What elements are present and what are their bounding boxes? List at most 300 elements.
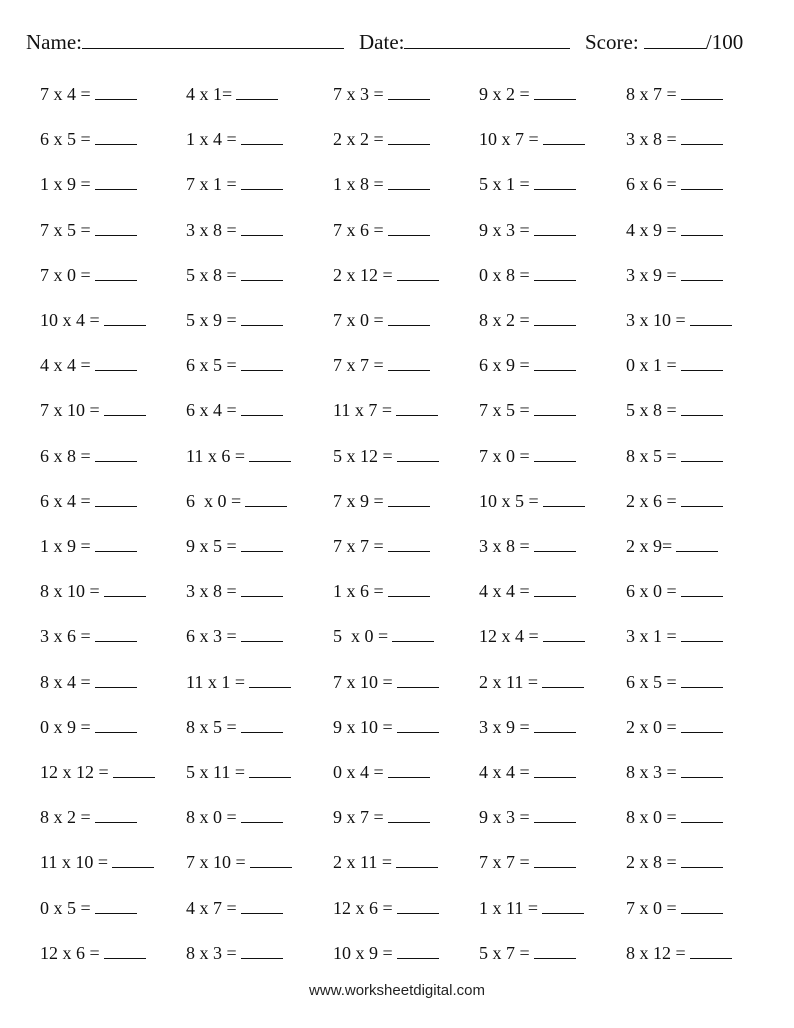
- answer-blank[interactable]: [95, 266, 137, 281]
- problem-item: [626, 625, 723, 647]
- answer-blank[interactable]: [392, 627, 434, 642]
- problem-text: 5 x 9 =: [186, 310, 237, 330]
- problem-item: [40, 806, 137, 828]
- problem-text: 7 x 3 =: [333, 84, 384, 104]
- answer-blank[interactable]: [543, 627, 585, 642]
- problem-item: [626, 580, 723, 602]
- problem-item: [626, 128, 723, 150]
- problem-item: [40, 851, 154, 873]
- name-label: Name:: [26, 30, 82, 54]
- problem-text: 5 x 1 =: [479, 174, 530, 195]
- answer-blank[interactable]: [388, 85, 430, 100]
- problem-text: 7 x 10 =: [333, 671, 393, 692]
- answer-blank[interactable]: [241, 537, 283, 552]
- problem-item: [626, 942, 732, 964]
- problem-text: 8 x 3 =: [186, 942, 237, 963]
- answer-blank[interactable]: [250, 853, 292, 868]
- problem-text: 2 x 11 =: [333, 852, 392, 873]
- answer-blank[interactable]: [534, 401, 576, 416]
- problem-text: 1 x 4 =: [186, 129, 237, 150]
- answer-blank[interactable]: [241, 401, 283, 416]
- answer-blank[interactable]: [534, 266, 576, 281]
- problem-item: [626, 897, 723, 919]
- answer-blank[interactable]: [397, 718, 439, 733]
- problem-item: [479, 309, 576, 331]
- problem-text: 7 x 7 =: [333, 536, 384, 556]
- answer-blank[interactable]: [681, 673, 723, 688]
- problem-text: 3 x 9 =: [626, 264, 677, 285]
- problem-item: [333, 173, 430, 195]
- problem-text: 8 x 2 =: [479, 310, 530, 330]
- problem-text: 6 x 0 =: [626, 581, 677, 602]
- problem-text: 6 x 4 =: [186, 400, 237, 421]
- problem-text: 8 x 3 =: [626, 762, 677, 782]
- problem-item: [333, 264, 439, 286]
- answer-blank[interactable]: [388, 492, 430, 507]
- answer-blank[interactable]: [95, 627, 137, 642]
- problem-text: 10 x 9 =: [333, 942, 393, 963]
- problem-text: 9 x 7 =: [333, 807, 384, 828]
- problem-item: [186, 128, 283, 150]
- problem-item: [186, 354, 283, 376]
- problem-text: 7 x 9 =: [333, 490, 384, 511]
- problem-text: 7 x 0 =: [40, 264, 91, 285]
- problem-text: 5 x 0 =: [333, 626, 389, 647]
- problem-item: [333, 535, 430, 557]
- problem-item: [626, 535, 718, 557]
- problem-text: 6 x 8 =: [40, 445, 91, 466]
- problem-item: [40, 671, 137, 693]
- answer-blank[interactable]: [676, 537, 718, 552]
- answer-blank[interactable]: [534, 175, 576, 190]
- answer-blank[interactable]: [241, 627, 283, 642]
- answer-blank[interactable]: [534, 718, 576, 733]
- answer-blank[interactable]: [241, 582, 283, 597]
- problem-text: 5 x 8 =: [186, 264, 237, 285]
- problem-item: [186, 716, 283, 738]
- problem-text: 12 x 12 =: [40, 762, 109, 782]
- problem-text: 4 x 4 =: [479, 762, 530, 782]
- problem-text: 11 x 7 =: [333, 400, 392, 421]
- problem-text: 7 x 5 =: [479, 400, 530, 421]
- answer-blank[interactable]: [95, 718, 137, 733]
- answer-blank[interactable]: [112, 853, 154, 868]
- answer-blank[interactable]: [95, 356, 137, 371]
- problem-item: [333, 445, 439, 467]
- answer-blank[interactable]: [542, 899, 584, 914]
- problem-item: [479, 128, 585, 150]
- problem-item: [186, 671, 291, 693]
- problem-item: [479, 445, 576, 467]
- problem-item: [333, 716, 439, 738]
- problem-text: 8 x 5 =: [626, 445, 677, 466]
- answer-blank[interactable]: [690, 944, 732, 959]
- answer-blank[interactable]: [104, 944, 146, 959]
- problem-text: 6 x 0 =: [186, 490, 242, 511]
- problem-text: 2 x 0 =: [626, 716, 677, 737]
- answer-blank[interactable]: [681, 627, 723, 642]
- answer-blank[interactable]: [397, 944, 439, 959]
- answer-blank[interactable]: [241, 899, 283, 914]
- problem-text: 7 x 0 =: [479, 445, 530, 466]
- problem-text: 10 x 4 =: [40, 310, 100, 330]
- problem-text: 1 x 9 =: [40, 536, 91, 556]
- problem-text: 3 x 1 =: [626, 626, 677, 647]
- problem-text: 3 x 8 =: [479, 536, 530, 556]
- problem-item: [333, 490, 430, 512]
- problem-item: [40, 399, 146, 421]
- problem-item: [626, 671, 723, 693]
- problem-item: [40, 219, 137, 241]
- problem-text: 8 x 2 =: [40, 807, 91, 828]
- problem-item: [186, 625, 283, 647]
- problem-item: [479, 806, 576, 828]
- answer-blank[interactable]: [681, 401, 723, 416]
- problem-item: [186, 219, 283, 241]
- answer-blank[interactable]: [95, 221, 137, 236]
- problem-text: 2 x 11 =: [479, 671, 538, 692]
- problem-item: [333, 128, 430, 150]
- answer-blank[interactable]: [241, 130, 283, 145]
- problem-text: 9 x 3 =: [479, 807, 530, 828]
- problem-item: [626, 83, 723, 105]
- answer-blank[interactable]: [681, 266, 723, 281]
- problem-item: [186, 806, 283, 828]
- problem-item: [626, 219, 723, 241]
- problem-text: 10 x 7 =: [479, 129, 539, 150]
- problem-item: [333, 851, 438, 873]
- answer-blank[interactable]: [95, 899, 137, 914]
- problem-item: [333, 309, 430, 331]
- answer-blank[interactable]: [104, 311, 146, 326]
- footer-url: www.worksheetdigital.com: [309, 982, 485, 999]
- answer-blank[interactable]: [396, 401, 438, 416]
- problem-item: [626, 399, 723, 421]
- problem-text: 10 x 5 =: [479, 490, 539, 511]
- problem-item: [333, 83, 430, 105]
- problem-item: [626, 264, 723, 286]
- problem-item: [40, 625, 137, 647]
- problem-item: [40, 354, 137, 376]
- problem-text: 0 x 9 =: [40, 716, 91, 737]
- problem-text: 2 x 8 =: [626, 852, 677, 873]
- problem-item: [333, 219, 430, 241]
- problem-item: [40, 535, 137, 557]
- problem-item: [186, 942, 283, 964]
- problem-text: 4 x 4 =: [479, 581, 530, 602]
- answer-blank[interactable]: [236, 85, 278, 100]
- problem-text: 8 x 0 =: [186, 807, 237, 828]
- problem-item: [186, 309, 283, 331]
- problem-text: 3 x 8 =: [186, 581, 237, 602]
- problem-item: [40, 173, 137, 195]
- problem-item: [626, 716, 723, 738]
- answer-blank[interactable]: [534, 221, 576, 236]
- answer-blank[interactable]: [241, 718, 283, 733]
- answer-blank[interactable]: [681, 447, 723, 462]
- answer-blank[interactable]: [397, 673, 439, 688]
- problem-item: [186, 173, 283, 195]
- answer-blank[interactable]: [681, 763, 723, 778]
- problem-item: [186, 445, 291, 467]
- problem-text: 8 x 12 =: [626, 942, 686, 963]
- answer-blank[interactable]: [241, 356, 283, 371]
- problem-text: 4 x 1=: [186, 84, 233, 104]
- answer-blank[interactable]: [113, 763, 155, 778]
- answer-blank[interactable]: [534, 356, 576, 371]
- problem-text: 6 x 6 =: [626, 174, 677, 195]
- answer-blank[interactable]: [249, 447, 291, 462]
- answer-blank[interactable]: [543, 492, 585, 507]
- problem-item: [40, 83, 137, 105]
- problem-item: [479, 535, 576, 557]
- problem-item: [626, 490, 723, 512]
- score-label: Score:: [585, 30, 639, 54]
- answer-blank[interactable]: [95, 808, 137, 823]
- problem-item: [333, 671, 439, 693]
- problem-item: [40, 490, 137, 512]
- problem-item: [479, 671, 584, 693]
- problem-text: 3 x 10 =: [626, 310, 686, 330]
- answer-blank[interactable]: [388, 582, 430, 597]
- problem-item: [333, 761, 430, 783]
- answer-blank[interactable]: [397, 447, 439, 462]
- problem-item: [186, 399, 283, 421]
- answer-blank[interactable]: [534, 944, 576, 959]
- answer-blank[interactable]: [681, 582, 723, 597]
- date-label: Date:: [359, 30, 405, 54]
- problem-text: 7 x 5 =: [40, 219, 91, 240]
- answer-blank[interactable]: [95, 85, 137, 100]
- problem-item: [186, 83, 278, 105]
- problem-text: 7 x 10 =: [186, 852, 246, 873]
- problem-item: [186, 580, 283, 602]
- answer-blank[interactable]: [95, 492, 137, 507]
- problem-item: [479, 83, 576, 105]
- answer-blank[interactable]: [388, 221, 430, 236]
- problem-item: [40, 897, 137, 919]
- problem-text: 8 x 4 =: [40, 671, 91, 692]
- problem-item: [626, 354, 723, 376]
- problem-item: [333, 399, 438, 421]
- problem-text: 4 x 4 =: [40, 355, 91, 376]
- problem-text: 7 x 7 =: [479, 852, 530, 873]
- problem-text: 2 x 12 =: [333, 264, 393, 285]
- problem-text: 2 x 6 =: [626, 490, 677, 511]
- problem-item: [626, 806, 723, 828]
- answer-blank[interactable]: [104, 582, 146, 597]
- answer-blank[interactable]: [681, 221, 723, 236]
- answer-blank[interactable]: [681, 175, 723, 190]
- problem-item: [40, 942, 146, 964]
- answer-blank[interactable]: [249, 673, 291, 688]
- problem-item: [40, 761, 155, 783]
- problem-text: 3 x 6 =: [40, 626, 91, 647]
- problem-item: [40, 264, 137, 286]
- answer-blank[interactable]: [95, 673, 137, 688]
- answer-blank[interactable]: [397, 266, 439, 281]
- problem-text: 6 x 5 =: [40, 129, 91, 150]
- problem-text: 5 x 11 =: [186, 762, 245, 782]
- answer-blank[interactable]: [534, 853, 576, 868]
- problem-text: 3 x 9 =: [479, 716, 530, 737]
- answer-blank[interactable]: [681, 808, 723, 823]
- problem-text: 9 x 2 =: [479, 84, 530, 104]
- problem-item: [40, 716, 137, 738]
- answer-blank[interactable]: [245, 492, 287, 507]
- answer-blank[interactable]: [396, 853, 438, 868]
- problem-item: [479, 580, 576, 602]
- problem-item: [479, 625, 585, 647]
- answer-blank[interactable]: [681, 85, 723, 100]
- problem-text: 11 x 6 =: [186, 445, 245, 466]
- problem-item: [333, 580, 430, 602]
- problem-item: [479, 942, 576, 964]
- problem-text: 3 x 8 =: [626, 129, 677, 150]
- problem-item: [186, 851, 292, 873]
- problem-text: 11 x 10 =: [40, 852, 108, 873]
- answer-blank[interactable]: [388, 130, 430, 145]
- problem-text: 2 x 2 =: [333, 129, 384, 150]
- problem-item: [333, 806, 430, 828]
- problem-item: [479, 219, 576, 241]
- answer-blank[interactable]: [534, 85, 576, 100]
- problem-text: 8 x 7 =: [626, 84, 677, 104]
- answer-blank[interactable]: [388, 763, 430, 778]
- problem-item: [479, 399, 576, 421]
- problem-item: [626, 761, 723, 783]
- problem-item: [626, 173, 723, 195]
- answer-blank[interactable]: [241, 944, 283, 959]
- problem-text: 5 x 12 =: [333, 445, 393, 466]
- problem-text: 6 x 4 =: [40, 490, 91, 511]
- problem-text: 1 x 6 =: [333, 581, 384, 602]
- problem-item: [40, 309, 146, 331]
- problem-text: 2 x 9=: [626, 536, 673, 556]
- problem-text: 12 x 4 =: [479, 626, 539, 647]
- answer-blank[interactable]: [241, 175, 283, 190]
- answer-blank[interactable]: [397, 899, 439, 914]
- answer-blank[interactable]: [681, 356, 723, 371]
- problem-text: 4 x 7 =: [186, 897, 237, 918]
- answer-blank[interactable]: [388, 537, 430, 552]
- answer-blank[interactable]: [681, 899, 723, 914]
- problem-text: 6 x 3 =: [186, 626, 237, 647]
- problem-text: 9 x 5 =: [186, 536, 237, 556]
- problem-item: [186, 761, 291, 783]
- problem-text: 0 x 1 =: [626, 355, 677, 376]
- problem-item: [479, 490, 585, 512]
- answer-blank[interactable]: [104, 401, 146, 416]
- answer-blank[interactable]: [690, 311, 732, 326]
- problem-text: 1 x 11 =: [479, 897, 538, 918]
- problem-item: [186, 535, 283, 557]
- answer-blank[interactable]: [95, 130, 137, 145]
- answer-blank[interactable]: [241, 221, 283, 236]
- answer-blank[interactable]: [542, 673, 584, 688]
- problem-text: 0 x 5 =: [40, 897, 91, 918]
- answer-blank[interactable]: [241, 311, 283, 326]
- problem-text: 0 x 8 =: [479, 264, 530, 285]
- problem-text: 7 x 1 =: [186, 174, 237, 195]
- problem-text: 5 x 8 =: [626, 400, 677, 421]
- problem-item: [626, 309, 732, 331]
- answer-blank[interactable]: [681, 853, 723, 868]
- problem-item: [186, 490, 287, 512]
- problem-item: [40, 128, 137, 150]
- answer-blank[interactable]: [241, 266, 283, 281]
- problem-text: 8 x 5 =: [186, 716, 237, 737]
- problem-item: [333, 625, 434, 647]
- problem-text: 9 x 3 =: [479, 219, 530, 240]
- score-total: /100: [705, 30, 744, 54]
- answer-blank[interactable]: [543, 130, 585, 145]
- problem-text: 7 x 7 =: [333, 355, 384, 376]
- problem-text: 7 x 0 =: [626, 897, 677, 918]
- problem-item: [479, 354, 576, 376]
- problem-text: 6 x 5 =: [626, 671, 677, 692]
- problem-text: 7 x 0 =: [333, 310, 384, 330]
- answer-blank[interactable]: [388, 808, 430, 823]
- problem-text: 9 x 10 =: [333, 716, 393, 737]
- answer-blank[interactable]: [95, 175, 137, 190]
- problem-text: 7 x 10 =: [40, 400, 100, 421]
- problem-text: 6 x 9 =: [479, 355, 530, 376]
- answer-blank[interactable]: [241, 808, 283, 823]
- problem-text: 1 x 8 =: [333, 174, 384, 195]
- problem-text: 1 x 9 =: [40, 174, 91, 195]
- problem-item: [479, 851, 576, 873]
- problem-text: 3 x 8 =: [186, 219, 237, 240]
- problem-text: 12 x 6 =: [40, 942, 100, 963]
- problem-text: 8 x 10 =: [40, 581, 100, 602]
- answer-blank[interactable]: [681, 492, 723, 507]
- problem-text: 7 x 6 =: [333, 219, 384, 240]
- problem-item: [333, 942, 439, 964]
- problem-text: 8 x 0 =: [626, 807, 677, 828]
- answer-blank[interactable]: [681, 130, 723, 145]
- problem-text: 0 x 4 =: [333, 762, 384, 782]
- answer-blank[interactable]: [388, 356, 430, 371]
- problem-text: 4 x 9 =: [626, 219, 677, 240]
- answer-blank[interactable]: [388, 311, 430, 326]
- answer-blank[interactable]: [534, 763, 576, 778]
- problem-text: 11 x 1 =: [186, 671, 245, 692]
- problem-item: [479, 264, 576, 286]
- answer-blank[interactable]: [681, 718, 723, 733]
- problem-text: 6 x 5 =: [186, 355, 237, 376]
- answer-blank[interactable]: [534, 537, 576, 552]
- answer-blank[interactable]: [534, 582, 576, 597]
- problem-item: [40, 580, 146, 602]
- problem-item: [479, 761, 576, 783]
- problem-item: [479, 716, 576, 738]
- problem-item: [186, 897, 283, 919]
- answer-blank[interactable]: [388, 175, 430, 190]
- answer-blank[interactable]: [534, 808, 576, 823]
- answer-blank[interactable]: [95, 537, 137, 552]
- answer-blank[interactable]: [249, 763, 291, 778]
- problem-item: [333, 354, 430, 376]
- answer-blank[interactable]: [95, 447, 137, 462]
- problem-text: 7 x 4 =: [40, 84, 91, 104]
- answer-blank[interactable]: [534, 447, 576, 462]
- answer-blank[interactable]: [534, 311, 576, 326]
- problem-item: [40, 445, 137, 467]
- problem-text: 12 x 6 =: [333, 897, 393, 918]
- problem-item: [479, 897, 584, 919]
- problem-item: [186, 264, 283, 286]
